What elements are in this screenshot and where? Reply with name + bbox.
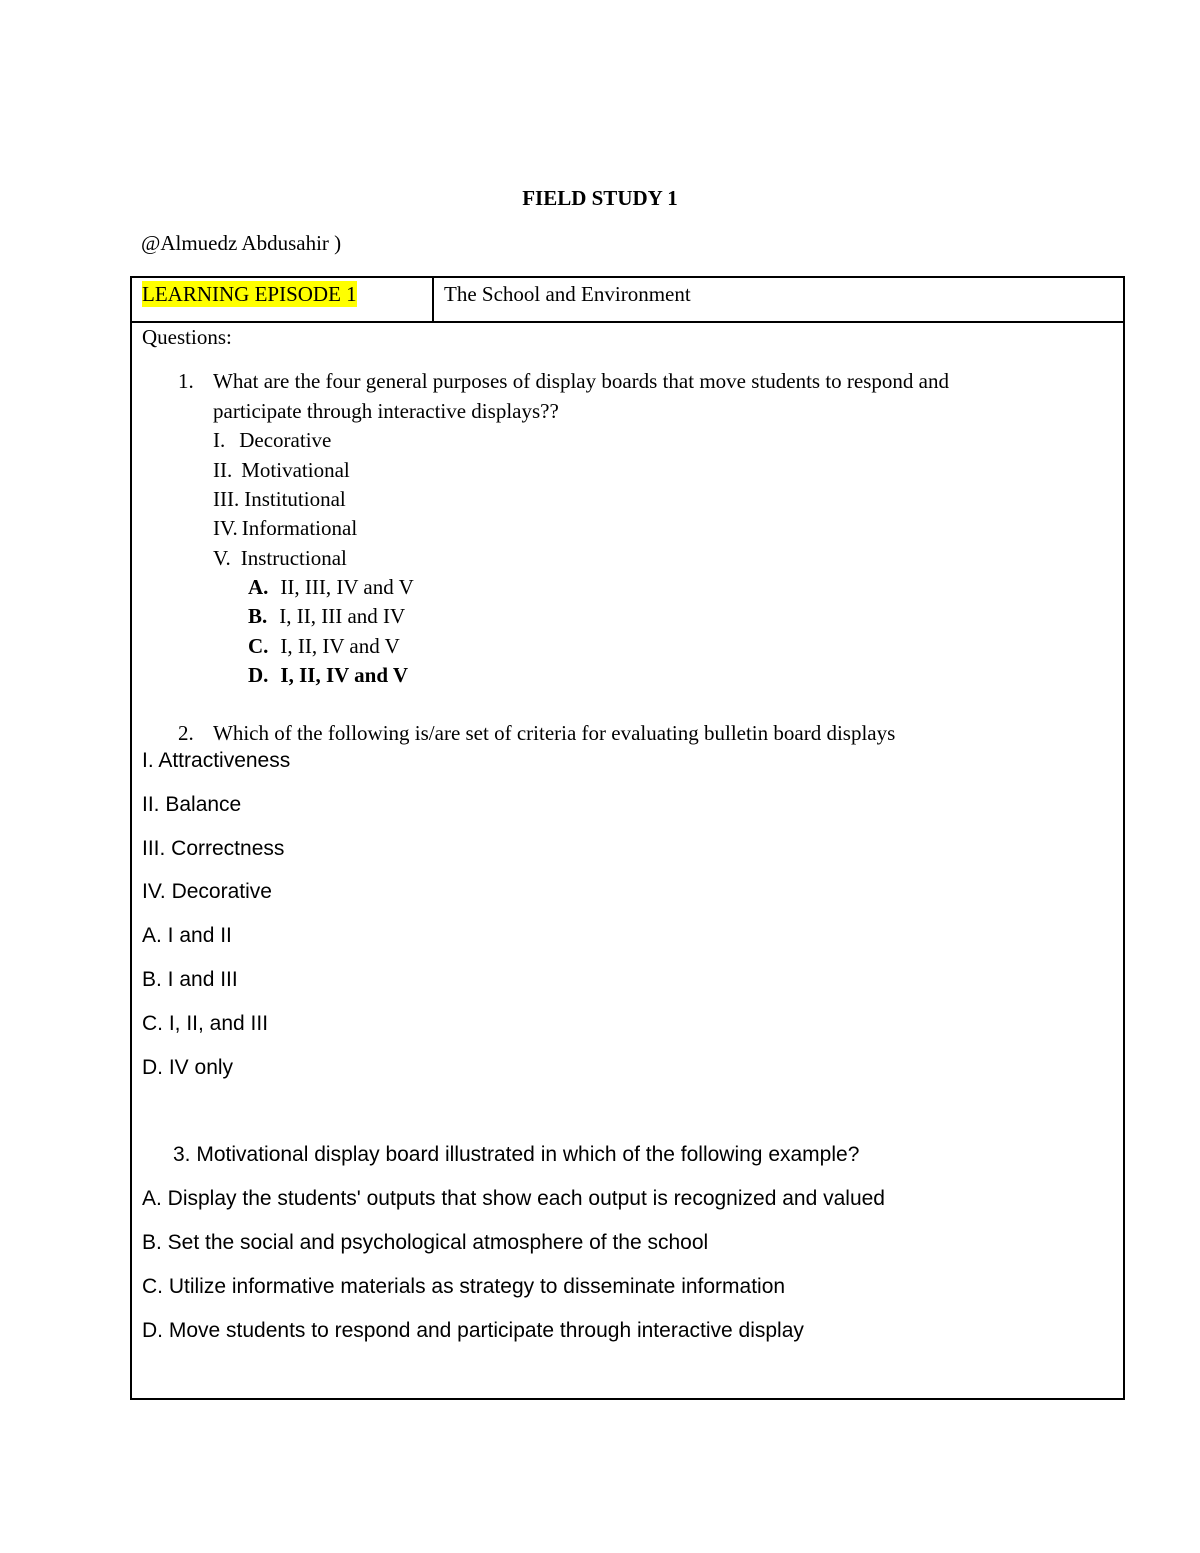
q2-choice: D. IV only (142, 1056, 234, 1079)
q1-choice-answer: D. I, II, IV and V (248, 663, 409, 687)
q3-choice: A. Display the students' outputs that show each output is recognized and valued (142, 1187, 885, 1210)
q2-item: II. Balance (142, 793, 242, 816)
author-line: @Almuedz Abdusahir ) (141, 231, 342, 255)
q1-item: IV. Informational (213, 516, 358, 540)
q1-item: III. Institutional (213, 487, 346, 511)
questions-label: Questions: (142, 325, 232, 349)
q3-choice: D. Move students to respond and participate through interactive display (142, 1319, 804, 1342)
question-2-text: Which of the following is/are set of criteria for evaluating bulletin board displays (213, 721, 896, 745)
question-1-text-line1: What are the four general purposes of display boards that move students to respond and (213, 369, 949, 393)
q2-item: I. Attractiveness (142, 749, 291, 772)
question-3-text: 3. Motivational display board illustrated in which of the following example? (173, 1143, 860, 1166)
q3-choice: B. Set the social and psychological atmosphere of the school (142, 1231, 709, 1254)
question-1-text-line2: participate through interactive displays?? (213, 399, 559, 423)
q1-choice: C. I, II, IV and V (248, 634, 400, 658)
episode-title: The School and Environment (444, 282, 691, 306)
question-1-number: 1. (178, 369, 194, 393)
question-2-number: 2. (178, 721, 194, 745)
episode-table (130, 276, 1125, 1400)
q1-item: II. Motivational (213, 458, 350, 482)
q1-item: V. Instructional (213, 546, 347, 570)
document-title: FIELD STUDY 1 (522, 186, 678, 210)
q2-choice: A. I and II (142, 924, 232, 947)
q2-choice: C. I, II, and III (142, 1012, 269, 1035)
q1-choice: A. II, III, IV and V (248, 575, 414, 599)
q2-item: III. Correctness (142, 837, 285, 860)
episode-label: LEARNING EPISODE 1 (142, 282, 357, 306)
q2-choice: B. I and III (142, 968, 238, 991)
q3-choice: C. Utilize informative materials as strategy to disseminate information (142, 1275, 786, 1298)
q2-item: IV. Decorative (142, 880, 272, 903)
table-header-row (132, 278, 1123, 323)
q1-item: I. Decorative (213, 428, 332, 452)
q1-choice: B. I, II, III and IV (248, 604, 406, 628)
column-divider (432, 278, 434, 321)
